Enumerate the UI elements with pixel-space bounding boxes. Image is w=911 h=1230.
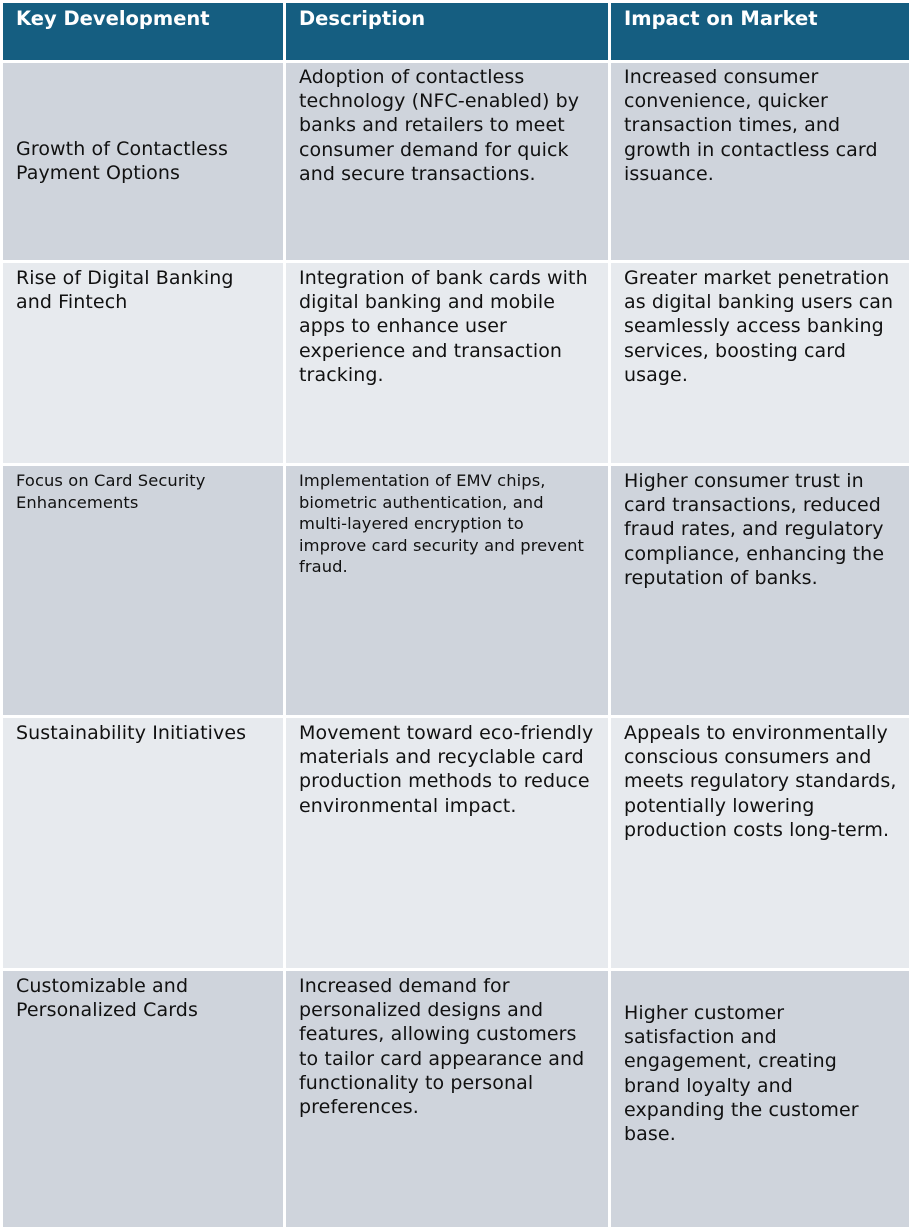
cell-description: Implementation of EMV chips, biometric authentication, and multi-layered encryption to improve card security and prevent fraud.: [285, 465, 610, 717]
table-row: [2, 262, 911, 465]
cell-key-development: Rise of Digital Banking and Fintech: [2, 262, 285, 465]
table-row: [2, 970, 911, 1229]
cell-impact: Higher consumer trust in card transactions, reduced fraud rates, and regulatory compliance, enhancing the reputation of banks.: [610, 465, 911, 717]
table-row: [2, 717, 911, 970]
header-row: [2, 3, 911, 62]
cell-description: Movement toward eco-friendly materials and recyclable card production methods to reduce environmental impact.: [285, 717, 610, 970]
header-impact-on-market: Impact on Market: [610, 3, 911, 62]
cell-key-development: Focus on Card Security Enhancements: [2, 465, 285, 717]
cell-impact: Higher customer satisfaction and engagement, creating brand loyalty and expanding the customer base.: [610, 970, 911, 1229]
cell-key-development: Customizable and Personalized Cards: [2, 970, 285, 1229]
table-row: [2, 465, 911, 717]
market-developments-table: [0, 3, 911, 1230]
header-description: Description: [285, 3, 610, 62]
cell-description: Adoption of contactless technology (NFC-enabled) by banks and retailers to meet consumer demand for quick and secure transactions.: [285, 62, 610, 262]
header-key-development: Key Development: [2, 3, 285, 62]
cell-impact: Greater market penetration as digital banking users can seamlessly access banking services, boosting card usage.: [610, 262, 911, 465]
cell-impact: Increased consumer convenience, quicker transaction times, and growth in contactless card issuance.: [610, 62, 911, 262]
cell-impact: Appeals to environmentally conscious consumers and meets regulatory standards, potentially lowering production costs long-term.: [610, 717, 911, 970]
cell-key-development: Growth of Contactless Payment Options: [2, 62, 285, 262]
cell-description: Integration of bank cards with digital banking and mobile apps to enhance user experience and transaction tracking.: [285, 262, 610, 465]
cell-description: Increased demand for personalized designs and features, allowing customers to tailor card appearance and functionality to personal preferences.: [285, 970, 610, 1229]
table-row: [2, 62, 911, 262]
cell-key-development: Sustainability Initiatives: [2, 717, 285, 970]
